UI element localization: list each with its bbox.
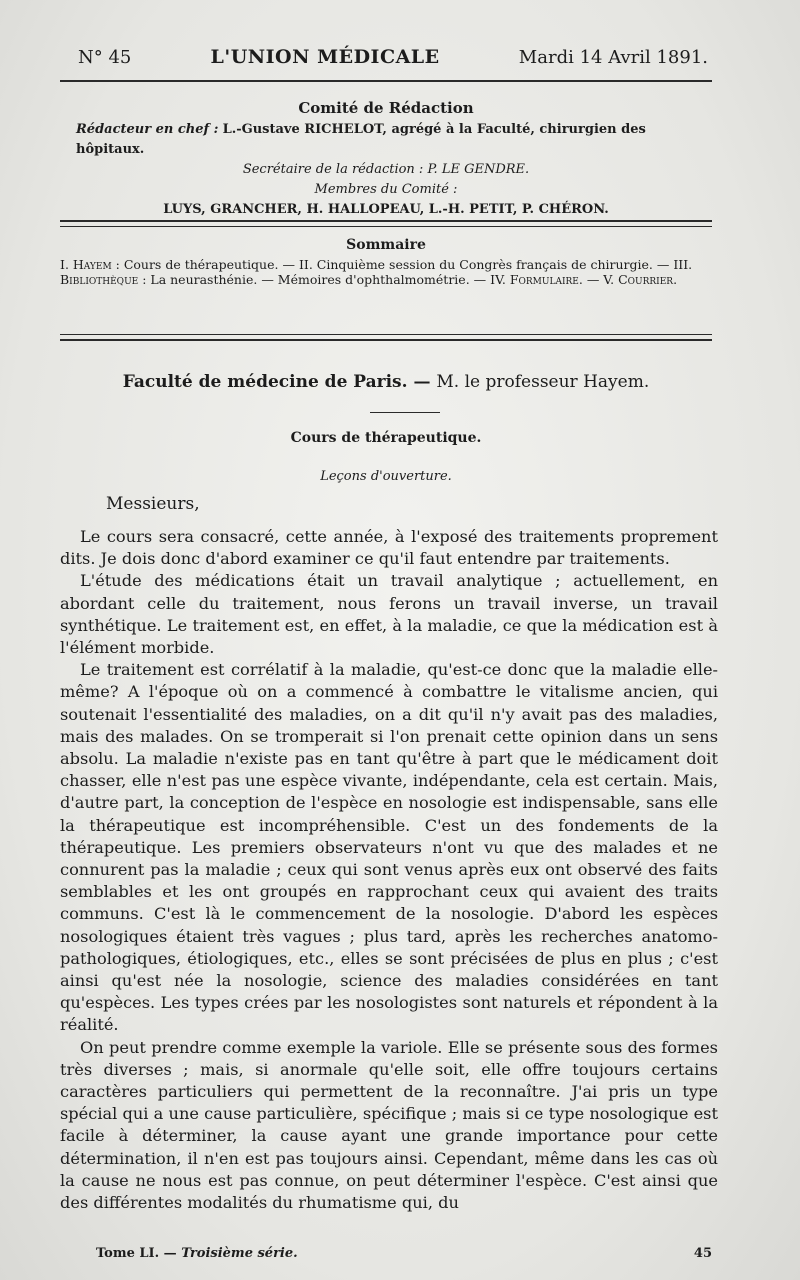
issue-date: Mardi 14 Avril 1891. (518, 47, 708, 68)
editor-name: L.-Gustave RICHELOT, agrégé à la Faculté, chirurgien des hôpitaux. (76, 122, 646, 157)
journal-title: L'UNION MÉDICALE (210, 46, 440, 68)
paragraph: Le cours sera consacré, cette année, à l'exposé des traitements proprement dits. Je dois donc d'abord examiner ce qu'il faut entendre par traitements. (60, 527, 718, 569)
summary-item-2: II. Cinquième session du Congrès français de chirurgie. — (298, 257, 674, 272)
summary (60, 238, 712, 287)
summary-item-5: V. Courrier. (603, 272, 678, 287)
summary-title: Sommaire (346, 237, 426, 253)
issue-number: N° 45 (78, 47, 132, 68)
heading-rule (370, 412, 440, 413)
professor-name: M. le professeur Hayem. (436, 372, 650, 392)
members-label: Membres du Comité : (314, 182, 458, 197)
summary-item-3: III. Bibliothèque : La neurasthénie. — Mémoires d'ophthalmométrie. — (60, 257, 693, 287)
paragraph: L'étude des médications était un travail analytique ; actuellement, en abordant celle du traitement, nous ferons un travail inverse, un travail synthétique. Le traitement est, en effet, à la maladie, ce que la médication est à l'élément morbide. (60, 571, 718, 658)
course-title: Cours de thérapeutique. (290, 430, 482, 446)
page-footer (96, 1246, 712, 1261)
paragraph: Le traitement est corrélatif à la maladie, qu'est-ce donc que la maladie elle-même? A l'époque où on a commencé à combattre le vitalisme ancien, qui soutenait l'essentialité des maladies, on a dit qu'il n'y avait pas des maladies, mais des malades. On se tromperait si l'on prenait cette opinion dans un sens absolu. La maladie n'existe pas en tant qu'être à part que le médicament doit chasser, elle n'est pas une espèce vivante, indépendante, cela est certain. Mais, d'autre part, la conception de l'espèce en nosologie est indispensable, sans elle la thérapeutique est incompréhensible. C'est un des fondements de la thérapeutique. Les premiers observateurs n'ont vu que des malades et ne connurent pas la maladie ; ceux qui sont venus après eux ont observé des faits semblables et les ont groupés en rapprochant ceux qui avaient des traits communs. C'est là le commencement de la nosologie. D'abord les espèces nosologiques étaient très vagues ; plus tard, après les recherches anatomo-pathologiques, étiologiques, etc., elles se sont précisées de plus en plus ; c'est ainsi qu'est née la nosologie, science des maladies considérées en tant qu'espèces. Les types crées par les nosologistes sont naturels et répondent à la réalité. (60, 660, 718, 1035)
secretary-line: Secrétaire de la rédaction : P. LE GENDRE. (242, 162, 530, 177)
paragraph: On peut prendre comme exemple la variole. Elle se présente sous des formes très diverses ; mais, si anormale qu'elle soit, elle offre toujours certains caractères particuliers qui permettent de la reconnaître. J'ai pris un type spécial qui a une cause particulière, spécifique ; mais si ce type nosologique est facile à déterminer, la cause ayant une grande importance pour cette détermination, il n'en est pas toujours ainsi. Cependant, même dans les cas où la cause ne nous est pas connue, on peut déterminer l'espèce. C'est ainsi que des différentes modalités du rhumatisme qui, du (60, 1037, 718, 1213)
summary-item-1: I. Hayem : Cours de thérapeutique. — (60, 257, 299, 272)
article-body (60, 526, 718, 1214)
page-number: 45 (693, 1246, 712, 1261)
editor-line (60, 120, 712, 160)
header-rule (60, 80, 712, 82)
members-list: LUYS, GRANCHER, H. HALLOPEAU, L.-H. PETIT, P. CHÉRON. (163, 202, 609, 217)
summary-item-4: IV. Formulaire. — (490, 272, 604, 287)
summary-rule-top (60, 334, 712, 335)
lecture-subtitle: Leçons d'ouverture. (320, 469, 452, 484)
editorial-committee (60, 98, 712, 220)
running-header (78, 46, 708, 68)
volume-info: Tome LI. — Troisième série. (96, 1246, 298, 1261)
editor-role: Rédacteur en chef : (76, 122, 219, 137)
committee-rule-bottom (60, 226, 712, 227)
committee-rule-top (60, 220, 712, 222)
article-heading (60, 372, 712, 392)
committee-title: Comité de Rédaction (298, 99, 474, 117)
summary-items (60, 257, 712, 287)
salutation: Messieurs, (106, 494, 200, 514)
faculty-name: Faculté de médecine de Paris. — (122, 372, 431, 392)
summary-rule-bottom (60, 339, 712, 341)
